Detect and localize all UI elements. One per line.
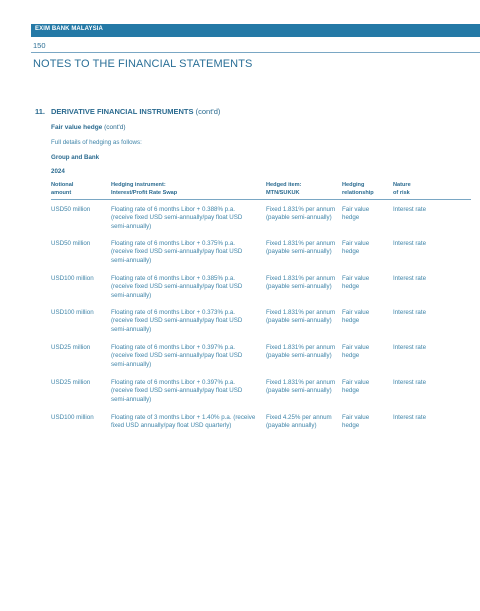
header-hedged-item — [266, 182, 301, 197]
table-row — [0, 309, 480, 343]
hedged-item-cell: Fixed 4.25% per annum (payable annually) — [266, 414, 332, 430]
notional-amount-cell: USD100 million — [51, 414, 94, 421]
hedged-item-cell: Fixed 1.831% per annum (payable semi-annually) — [266, 344, 336, 360]
header-nature-of-risk — [393, 182, 411, 197]
hedging-instrument-cell: Floating rate of 6 months Libor + 0.388% p.a. (receive fixed USD semi-annually/pay float USD semi-annually) — [111, 206, 243, 230]
page-number: 150 — [33, 41, 46, 50]
hedged-item-cell: Fixed 1.831% per annum (payable semi-annually) — [266, 206, 336, 222]
header-text: relationship — [342, 189, 374, 196]
nature-of-risk-cell: Interest rate — [393, 379, 427, 386]
table-header-divider — [51, 199, 471, 200]
header-text: Hedging instrument: — [111, 182, 166, 188]
subheading-suffix: (cont'd) — [104, 124, 126, 131]
notional-amount-cell: USD50 million — [51, 206, 91, 213]
section-title-main: DERIVATIVE FINANCIAL INSTRUMENTS — [51, 107, 194, 116]
notional-amount-cell: USD100 million — [51, 275, 94, 282]
nature-of-risk-cell: Interest rate — [393, 344, 427, 351]
hedging-relationship-cell: Fair value hedge — [342, 309, 370, 325]
page-title: NOTES TO THE FINANCIAL STATEMENTS — [33, 58, 253, 70]
table-row — [0, 275, 480, 309]
header-org: EXIM BANK MALAYSIA — [35, 26, 103, 32]
table-row — [0, 344, 480, 378]
header-hedging-instrument — [111, 182, 177, 197]
hedging-relationship-cell: Fair value hedge — [342, 206, 370, 222]
subheading — [51, 124, 126, 131]
hedging-relationship-cell: Fair value hedge — [342, 379, 370, 395]
header-text: of risk — [393, 189, 410, 196]
nature-of-risk-cell: Interest rate — [393, 206, 427, 213]
notional-amount-cell: USD25 million — [51, 379, 91, 386]
group-label: Group and Bank — [51, 154, 100, 161]
header-text: Interest/Profit Rate Swap — [111, 189, 178, 196]
table-row — [0, 379, 480, 413]
hedging-instrument-cell: Floating rate of 6 months Libor + 0.373% p.a. (receive fixed USD semi-annually/pay float USD semi-annually) — [111, 309, 243, 333]
table-row — [0, 206, 480, 240]
notional-amount-cell: USD100 million — [51, 309, 94, 316]
subheading-main: Fair value hedge — [51, 124, 103, 131]
header-hedging-relationship — [342, 182, 374, 197]
year-label: 2024 — [51, 168, 65, 175]
nature-of-risk-cell: Interest rate — [393, 275, 427, 282]
header-text: Nature — [393, 182, 411, 188]
notional-amount-cell: USD25 million — [51, 344, 91, 351]
hedged-item-cell: Fixed 1.831% per annum (payable semi-annually) — [266, 309, 336, 325]
hedged-item-cell: Fixed 1.831% per annum (payable semi-annually) — [266, 240, 336, 256]
table-row — [0, 240, 480, 274]
hedging-instrument-cell: Floating rate of 6 months Libor + 0.385% p.a. (receive fixed USD semi-annually/pay float USD semi-annually) — [111, 275, 243, 299]
header-bar — [31, 24, 480, 37]
hedging-relationship-cell: Fair value hedge — [342, 240, 370, 256]
hedged-item-cell: Fixed 1.831% per annum (payable semi-annually) — [266, 379, 336, 395]
hedging-relationship-cell: Fair value hedge — [342, 344, 370, 360]
header-text: amount — [51, 189, 72, 196]
header-text: Hedging — [342, 182, 365, 188]
hedging-relationship-cell: Fair value hedge — [342, 275, 370, 291]
header-text: MTN/SUKUK — [266, 189, 300, 196]
hedging-instrument-cell: Floating rate of 6 months Libor + 0.397% p.a. (receive fixed USD semi-annually/pay float USD semi-annually) — [111, 379, 243, 403]
header-text: Notional — [51, 182, 74, 188]
hedging-relationship-cell: Fair value hedge — [342, 414, 370, 430]
notional-amount-cell: USD50 million — [51, 240, 91, 247]
intro-text: Full details of hedging as follows: — [51, 139, 142, 146]
hedged-item-cell: Fixed 1.831% per annum (payable semi-annually) — [266, 275, 336, 291]
section-title-suffix: (cont'd) — [195, 107, 221, 116]
section-title — [51, 107, 220, 116]
header-text: Hedged item: — [266, 182, 302, 188]
nature-of-risk-cell: Interest rate — [393, 309, 427, 316]
hedging-instrument-cell: Floating rate of 3 months Libor + 1.40% p.a. (receive fixed USD annually/pay float USD quarterly) — [111, 414, 256, 430]
nature-of-risk-cell: Interest rate — [393, 414, 427, 421]
header-notional-amount — [51, 182, 73, 197]
table-row — [0, 414, 480, 448]
hedging-instrument-cell: Floating rate of 6 months Libor + 0.397% p.a. (receive fixed USD semi-annually/pay float USD semi-annually) — [111, 344, 243, 368]
hedging-instrument-cell: Floating rate of 6 months Libor + 0.375% p.a. (receive fixed USD semi-annually/pay float USD semi-annually) — [111, 240, 243, 264]
nature-of-risk-cell: Interest rate — [393, 240, 427, 247]
title-divider — [31, 52, 480, 53]
section-number: 11. — [35, 107, 46, 116]
